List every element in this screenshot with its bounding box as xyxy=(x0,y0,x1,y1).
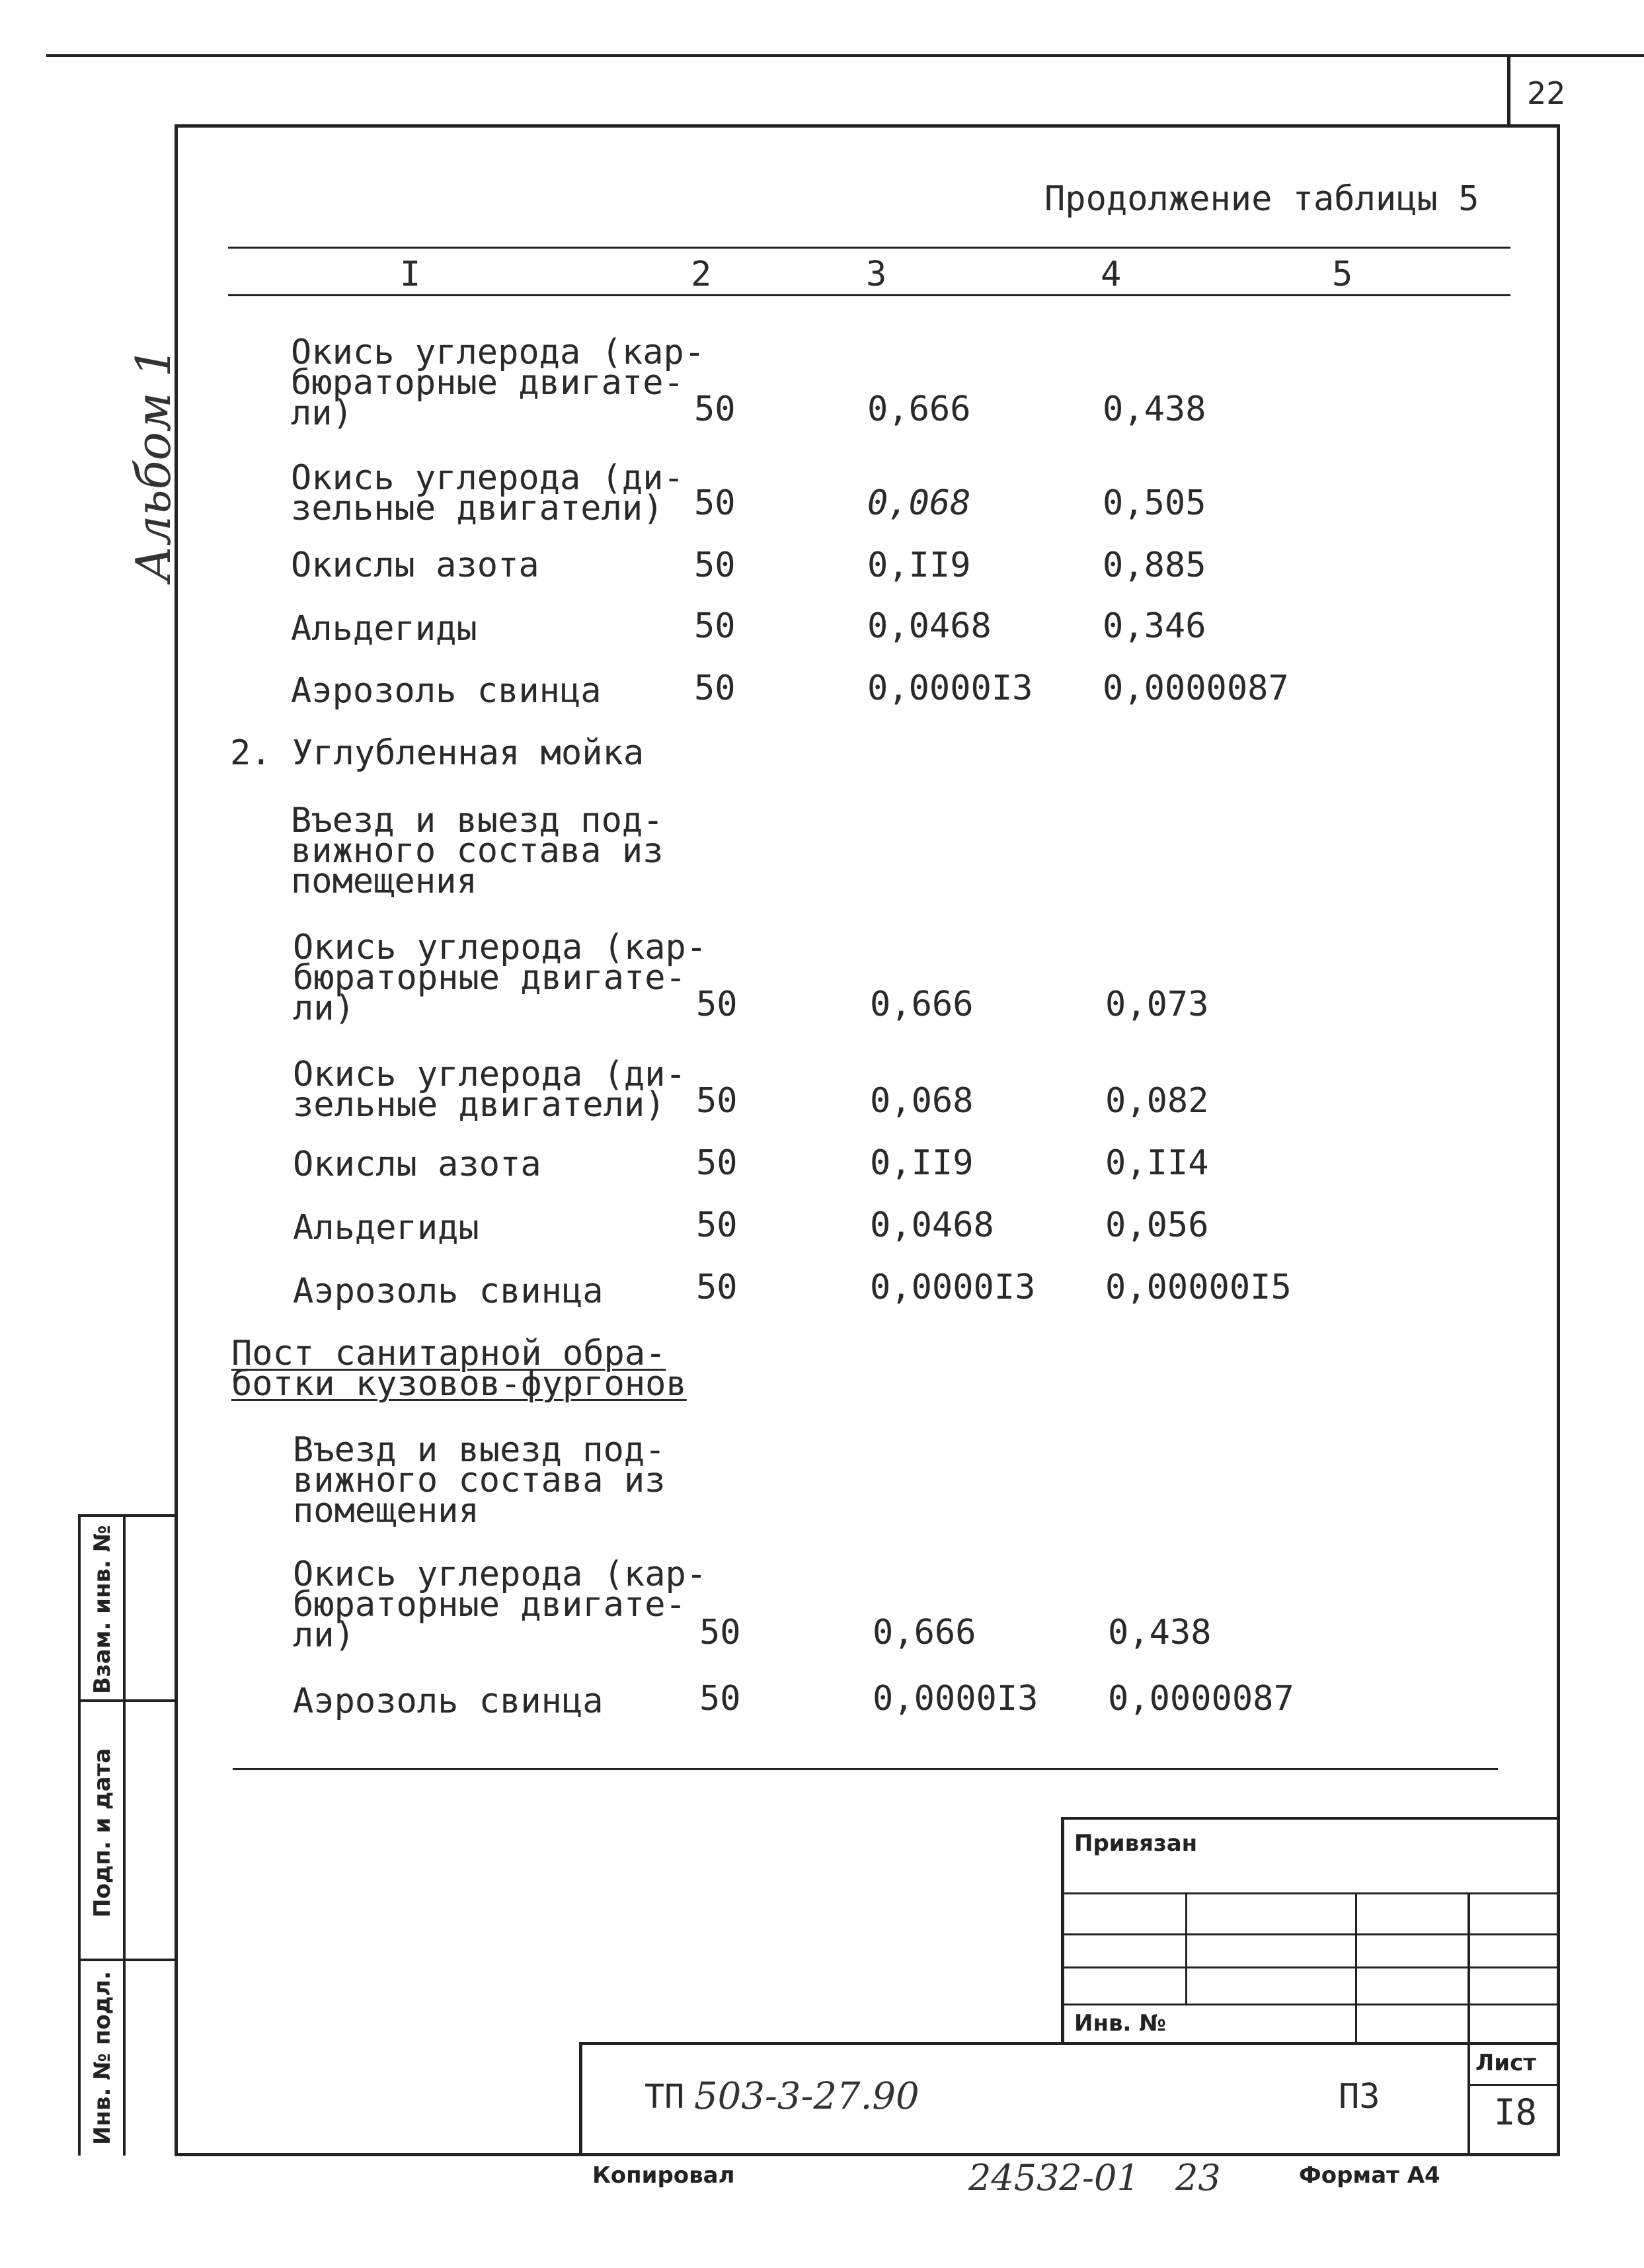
table-row-col4: 0,00000I5 xyxy=(1105,1268,1292,1307)
table-row-col2: 50 xyxy=(696,1143,738,1183)
table-row-col2: 50 xyxy=(694,606,736,646)
section-heading: Пост санитарной обра- ботки кузовов-фургонов xyxy=(231,1334,687,1404)
side-stamp-top xyxy=(78,1514,177,1517)
table-row-col4: 0,346 xyxy=(1103,606,1206,646)
table-row-col2: 50 xyxy=(699,1613,741,1652)
vzam-inv-label: Взам. инв. № xyxy=(89,1525,116,1694)
main-stamp-left xyxy=(579,2042,582,2153)
table-row-col3: 0,II9 xyxy=(870,1143,974,1183)
table-row-name: Окислы азота xyxy=(293,1145,541,1184)
titleblock-row2 xyxy=(1061,1933,1558,1935)
table-row-col4: 0,885 xyxy=(1103,546,1206,585)
side-stamp-div1 xyxy=(78,1699,177,1702)
table-row-col4: 0,0000087 xyxy=(1108,1679,1294,1719)
table-row-name: Окись углерода (ди- зельные двигатели) xyxy=(291,458,684,528)
titleblock-top xyxy=(1061,1817,1558,1820)
table-row-col4: 0,0000087 xyxy=(1103,668,1289,708)
table-row-name: Окись углерода (кар- бюраторные двигате- ли) xyxy=(293,1555,707,1655)
side-stamp-left xyxy=(78,1514,81,2156)
table-row-col4: 0,056 xyxy=(1105,1205,1209,1245)
table-row-col3: 0,666 xyxy=(870,985,974,1024)
table-row-col2: 50 xyxy=(696,985,738,1024)
list-box-divider xyxy=(1468,2084,1557,2086)
format-label: Формат А4 xyxy=(1299,2162,1440,2189)
frame-top xyxy=(177,124,1560,128)
table-row-col2: 50 xyxy=(694,389,736,429)
side-stamp-mid xyxy=(123,1514,126,2156)
doc-code: 503-3-27.90 xyxy=(694,2075,920,2118)
table-row-col3: 0,0000I3 xyxy=(870,1268,1036,1307)
table-row-name: Альдегиды xyxy=(291,609,477,649)
side-stamp-div2 xyxy=(78,1959,177,1961)
table-header-bottom-line xyxy=(228,294,1510,296)
table-row-col3: 0,068 xyxy=(867,483,971,523)
section-code: ПЗ xyxy=(1339,2077,1380,2117)
section-heading: 2. Углубленная мойка xyxy=(230,733,645,773)
table-row-col3: 0,II9 xyxy=(867,546,971,585)
table-row-name: Окись углерода (кар- бюраторные двигате- ли) xyxy=(293,928,707,1028)
page-number: 22 xyxy=(1527,75,1566,111)
titleblock-left xyxy=(1061,1817,1064,2042)
kopiroval-label: Копировал xyxy=(592,2162,735,2189)
table-row-name: Окись углерода (кар- бюраторные двигате- ли) xyxy=(291,333,705,433)
table-header-top-line xyxy=(228,247,1510,249)
table-row-col3: 0,0000I3 xyxy=(873,1679,1038,1719)
table-row-name: Въезд и выезд под- вижного состава из помещения xyxy=(291,801,664,901)
table-row-col2: 50 xyxy=(694,668,736,708)
table-row-col3: 0,666 xyxy=(873,1613,976,1652)
main-stamp-top xyxy=(579,2042,1557,2045)
podp-data-label: Подп. и дата xyxy=(89,1748,116,1918)
table-row-name: Альдегиды xyxy=(293,1208,479,1248)
titleblock-col3 xyxy=(1468,1892,1470,2153)
inv-no-label: Инв. № xyxy=(1074,2010,1167,2037)
list-label: Лист xyxy=(1475,2050,1536,2076)
table-row-col3: 0,666 xyxy=(867,389,971,429)
column-header-2: 2 xyxy=(691,255,712,294)
table-row-col4: 0,II4 xyxy=(1105,1143,1209,1183)
table-row-name: Аэрозоль свинца xyxy=(293,1272,604,1311)
titleblock-row4 xyxy=(1061,2004,1558,2005)
order-number: 24532-01 xyxy=(968,2157,1140,2199)
table-row-col4: 0,505 xyxy=(1103,483,1206,523)
privyazan-label: Привязан xyxy=(1074,1830,1198,1857)
table-row-col2: 50 xyxy=(696,1205,738,1245)
table-row-name: Окись углерода (ди- зельные двигатели) xyxy=(293,1055,686,1125)
table-row-col3: 0,0468 xyxy=(867,606,992,646)
table-row-name: Аэрозоль свинца xyxy=(291,671,602,711)
column-header-1: I xyxy=(400,255,421,294)
doc-code-prefix: ТП xyxy=(645,2078,685,2116)
titleblock-row1 xyxy=(1061,1892,1558,1894)
table-row-col2: 50 xyxy=(696,1268,738,1307)
table-row-col4: 0,438 xyxy=(1108,1613,1212,1652)
table-row-col2: 50 xyxy=(699,1679,741,1719)
frame-bottom xyxy=(175,2153,1560,2156)
table-row-col3: 0,068 xyxy=(870,1081,974,1121)
frame-right xyxy=(1557,124,1560,2156)
column-header-5: 5 xyxy=(1332,255,1353,294)
page-number-box-left xyxy=(1507,54,1510,124)
table-row-col4: 0,438 xyxy=(1103,389,1206,429)
sheet-number: 23 xyxy=(1175,2157,1221,2199)
titleblock-col2 xyxy=(1355,1892,1357,2042)
table-row-name: Аэрозоль свинца xyxy=(293,1681,604,1721)
titleblock-row3 xyxy=(1061,1966,1558,1968)
table-row-col2: 50 xyxy=(694,483,736,523)
table-row-name: Окислы азота xyxy=(291,546,539,585)
titleblock-col1 xyxy=(1185,1892,1187,2004)
list-value: I8 xyxy=(1494,2091,1538,2133)
album-label: Альбом 1 xyxy=(126,346,181,582)
table-row-col3: 0,0000I3 xyxy=(867,668,1033,708)
column-header-3: 3 xyxy=(866,255,887,294)
table-row-col2: 50 xyxy=(696,1081,738,1121)
table-bottom-line xyxy=(233,1768,1498,1770)
table-row-name: Въезд и выезд под- вижного состава из помещения xyxy=(293,1430,666,1531)
top-border-line xyxy=(46,54,1644,57)
table-row-col3: 0,0468 xyxy=(870,1205,994,1245)
table-row-col4: 0,073 xyxy=(1105,985,1209,1024)
table-caption: Продолжение таблицы 5 xyxy=(1044,179,1479,219)
column-header-4: 4 xyxy=(1101,255,1122,294)
table-row-col4: 0,082 xyxy=(1105,1081,1209,1121)
table-row-col2: 50 xyxy=(694,546,736,585)
inv-podl-label: Инв. № подл. xyxy=(89,1970,116,2145)
